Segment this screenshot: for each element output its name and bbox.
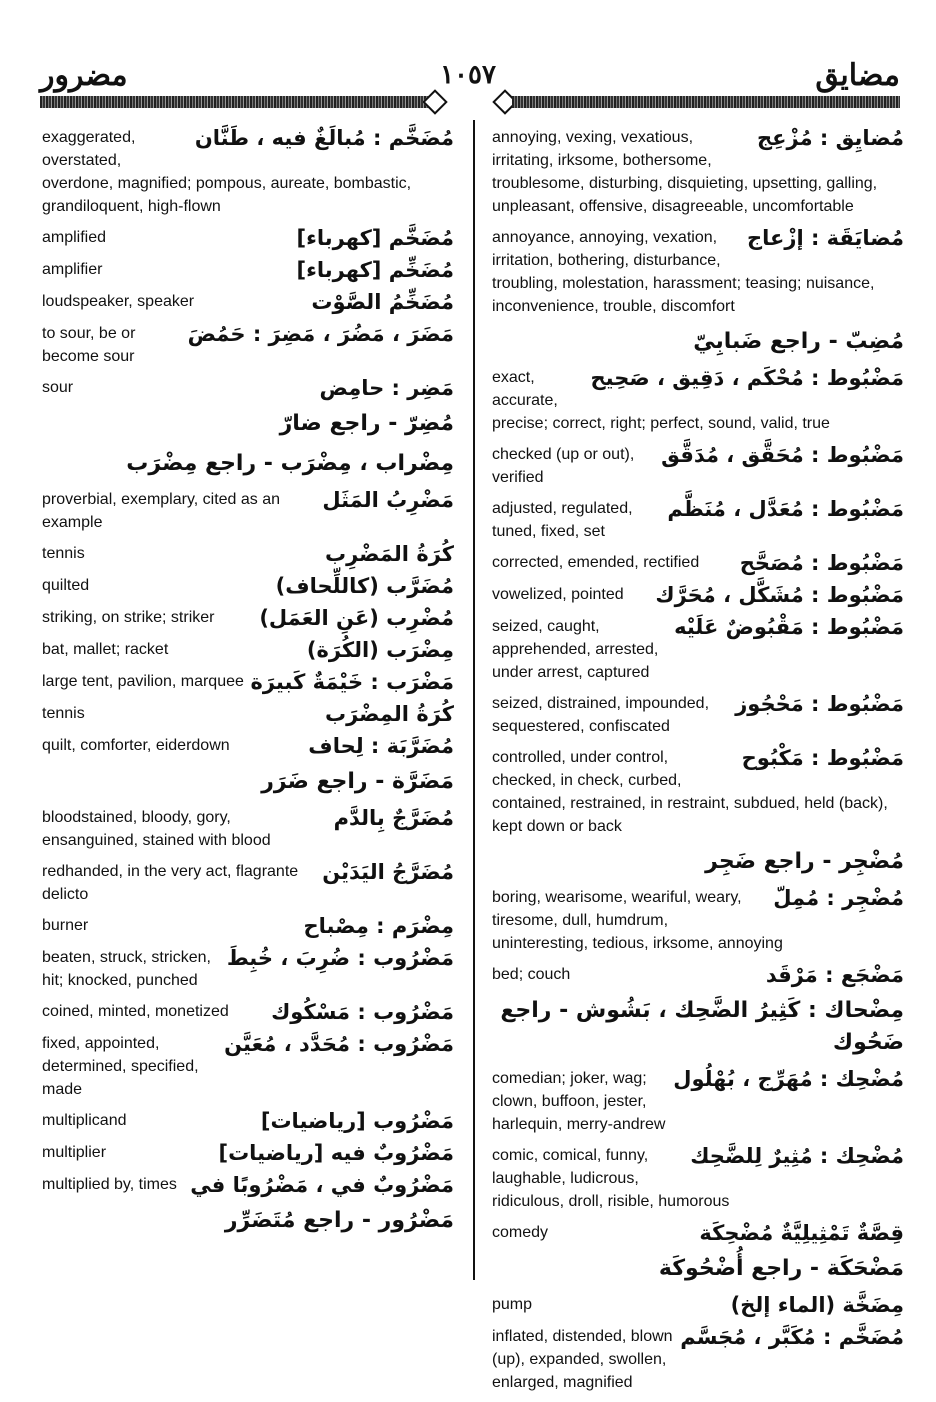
english-definition: exaggerated, overstated, overdone, magnified; pompous, aureate, bombastic, grandiloquent, high-flown bbox=[42, 129, 412, 215]
english-definition: striking, on strike; striker bbox=[42, 609, 215, 626]
diamond-ornament-left bbox=[422, 89, 447, 114]
dictionary-entry bbox=[492, 583, 904, 607]
arabic-headword: مَضْبُوط : مُشَكَّل ، مُحَرَّك bbox=[655, 583, 904, 607]
right-headword: مضايق bbox=[815, 59, 900, 92]
arabic-headword: مُضايِق : مُزْعِج bbox=[757, 126, 904, 150]
arabic-headword: مَضْجَع : مَرْقَد bbox=[765, 963, 904, 987]
dictionary-entry bbox=[42, 638, 454, 662]
english-definition: amplified bbox=[42, 229, 107, 246]
english-definition: pump bbox=[492, 1296, 533, 1313]
english-definition: beaten, struck, stricken, hit; knocked, punched bbox=[42, 949, 211, 989]
english-definition: large tent, pavilion, marquee bbox=[42, 673, 244, 690]
english-definition: exact, accurate, precise; correct, right; perfect, sound, valid, true bbox=[492, 369, 830, 432]
arabic-headword: مَضِر : حامِض bbox=[319, 376, 454, 400]
dictionary-entry bbox=[492, 886, 904, 955]
english-definition: adjusted, regulated, tuned, fixed, set bbox=[492, 500, 633, 540]
dictionary-entry bbox=[492, 366, 904, 435]
dictionary-entry bbox=[42, 290, 454, 314]
dictionary-entry bbox=[42, 734, 454, 758]
arabic-cross-reference: مَضَرَّة - راجع ضَرَر bbox=[261, 769, 454, 794]
dictionary-entry bbox=[492, 846, 904, 878]
dictionary-entry bbox=[42, 860, 454, 906]
english-definition: to sour, be or become sour bbox=[42, 325, 136, 365]
page-header bbox=[0, 0, 936, 120]
arabic-headword: مَضْرُوب : ضُرِبَ ، خُبِطَ bbox=[226, 946, 454, 970]
arabic-headword: مِضْرَم : مِصْباح bbox=[303, 914, 454, 938]
arabic-cross-reference: مَضْحَكَة - راجع أُضْحُوكَة bbox=[658, 1256, 904, 1281]
english-definition: tennis bbox=[42, 545, 85, 562]
arabic-cross-reference: مِضْراب ، مِضْرَب - راجع مِضْرَب bbox=[126, 451, 454, 476]
english-definition: bloodstained, bloody, gory, ensanguined, stained with blood bbox=[42, 809, 271, 849]
arabic-cross-reference: مُضِرّ - راجع ضارّ bbox=[279, 411, 454, 436]
dictionary-entry bbox=[42, 542, 454, 566]
column-divider bbox=[473, 120, 475, 1280]
dictionary-entry bbox=[42, 1141, 454, 1165]
dictionary-entry bbox=[42, 574, 454, 598]
arabic-headword: مَضْبُوط : مُعَدَّل ، مُنَظَّم bbox=[667, 497, 904, 521]
dictionary-entry bbox=[42, 670, 454, 694]
arabic-headword: مَضْرِبُ المَثَل bbox=[322, 488, 454, 512]
dictionary-entry bbox=[42, 1000, 454, 1024]
english-definition: bed; couch bbox=[492, 966, 571, 983]
arabic-headword: مَضْرُوب : مَسْكُوك bbox=[271, 1000, 454, 1024]
arabic-headword: مَضْبُوط : مَقْبُوضٌ عَلَيْه bbox=[674, 615, 904, 639]
dictionary-entry bbox=[492, 1144, 904, 1213]
dictionary-entry bbox=[492, 746, 904, 838]
dictionary-entry bbox=[492, 995, 904, 1059]
arabic-headword: مُضَرَّبَة : لِحاف bbox=[308, 734, 454, 758]
english-definition: multiplier bbox=[42, 1144, 107, 1161]
arabic-headword: مِضْرَب (الكُرَة) bbox=[306, 638, 454, 662]
arabic-cross-reference: مُضِبّ - راجع ضَبابِيّ bbox=[693, 329, 904, 354]
english-definition: bat, mallet; racket bbox=[42, 641, 169, 658]
dictionary-entry bbox=[42, 126, 454, 218]
dictionary-entry bbox=[492, 551, 904, 575]
dictionary-entry bbox=[492, 1067, 904, 1136]
arabic-headword: كُرَةُ المِضْرَب bbox=[324, 702, 454, 726]
dictionary-entry bbox=[492, 692, 904, 738]
right-column bbox=[492, 126, 904, 1402]
header-ornament-right bbox=[512, 96, 900, 108]
english-definition: proverbial, exemplary, cited as an example bbox=[42, 491, 281, 531]
english-definition: quilted bbox=[42, 577, 90, 594]
arabic-headword: مُضَرَّجُ اليَدَيْن bbox=[322, 860, 454, 884]
english-definition: controlled, under control, checked, in check, curbed, contained, restrained, in restraint, subdued, held (back), kept down or back bbox=[492, 749, 888, 835]
english-definition: coined, minted, monetized bbox=[42, 1003, 229, 1020]
english-definition: vowelized, pointed bbox=[492, 586, 624, 603]
english-definition: comic, comical, funny, laughable, ludicrous, ridiculous, droll, risible, humorous bbox=[492, 1147, 730, 1210]
english-definition: corrected, emended, rectified bbox=[492, 554, 700, 571]
arabic-headword: مَضْبُوط : مُصَحَّح bbox=[739, 551, 904, 575]
english-definition: tennis bbox=[42, 705, 85, 722]
english-definition: inflated, distended, blown (up), expanded, swollen, enlarged, magnified bbox=[492, 1328, 673, 1391]
arabic-headword: مُضَرَّجٌ بِالدَّم bbox=[333, 806, 454, 830]
english-definition: multiplicand bbox=[42, 1112, 127, 1129]
arabic-headword: مُضْجِر : مُمِلّ bbox=[773, 886, 904, 910]
arabic-cross-reference: مُضْجِر - راجع ضَجِر bbox=[705, 849, 904, 874]
arabic-headword: مَضْرُوب [رياضيات] bbox=[260, 1109, 454, 1133]
dictionary-entry bbox=[492, 963, 904, 987]
dictionary-entry bbox=[42, 488, 454, 534]
arabic-headword: كُرَةُ المَضْرِب bbox=[324, 542, 454, 566]
dictionary-entry bbox=[42, 702, 454, 726]
dictionary-entry bbox=[42, 258, 454, 282]
english-definition: loudspeaker, speaker bbox=[42, 293, 195, 310]
english-definition: seized, distrained, impounded, sequestered, confiscated bbox=[492, 695, 710, 735]
arabic-headword: مَضْبُوط : مُحْكَم ، دَقِيق ، صَحِيح bbox=[590, 366, 904, 390]
arabic-headword: مُضَخَّم : مُكَبَّر ، مُجَسَّم bbox=[680, 1325, 904, 1349]
left-headword: مضرور bbox=[40, 59, 128, 92]
arabic-headword: مَضْرَب : خَيْمَةٌ كَبيرَة bbox=[250, 670, 454, 694]
english-definition: checked (up or out), verified bbox=[492, 446, 635, 486]
arabic-cross-reference: مَضْرُور - راجع مُتَضَرِّر bbox=[224, 1208, 454, 1233]
english-definition: boring, wearisome, weariful, weary, tiresome, dull, humdrum, uninteresting, tedious, irksome, annoying bbox=[492, 889, 783, 952]
dictionary-entry bbox=[42, 914, 454, 938]
dictionary-entry bbox=[492, 1293, 904, 1317]
english-definition: redhanded, in the very act, flagrante delicto bbox=[42, 863, 299, 903]
english-definition: seized, caught, apprehended, arrested, under arrest, captured bbox=[492, 618, 659, 681]
dictionary-entry bbox=[42, 322, 454, 368]
dictionary-entry bbox=[42, 606, 454, 630]
english-definition: sour bbox=[42, 379, 74, 396]
arabic-headword: مَضْرُوب : مُحَدَّد ، مُعَيَّن bbox=[224, 1032, 454, 1056]
english-definition: annoying, vexing, vexatious, irritating, irksome, bothersome, troublesome, disturbing, disquieting, upsetting, galling, unpleasant, offensive, disagreeable, uncomfortable bbox=[492, 129, 878, 215]
arabic-headword: مُضَخِّمُ الصَّوْت bbox=[311, 290, 454, 314]
dictionary-entry bbox=[42, 806, 454, 852]
arabic-headword: مُضَخِّم [كهرباء] bbox=[296, 258, 454, 282]
arabic-headword: مِضَخَّة (الماء إلخ) bbox=[730, 1293, 904, 1317]
english-definition: comedian; joker, wag; clown, buffoon, jester, harlequin, merry-andrew bbox=[492, 1070, 666, 1133]
dictionary-entry bbox=[492, 126, 904, 218]
dictionary-entry bbox=[42, 1205, 454, 1237]
arabic-headword: مَضْبُوط : مَحْجُوز bbox=[735, 692, 904, 716]
dictionary-entry bbox=[492, 615, 904, 684]
english-definition: multiplied by, times bbox=[42, 1176, 177, 1193]
arabic-headword: مَضَرَ ، مَضُرَ ، مَضِرَ : حَمُضَ bbox=[187, 322, 454, 346]
arabic-headword: مُضايَقَة : إزْعاج bbox=[747, 226, 904, 250]
dictionary-entry bbox=[42, 448, 454, 480]
english-definition: fixed, appointed, determined, specified, made bbox=[42, 1035, 199, 1098]
dictionary-entry bbox=[42, 1032, 454, 1101]
dictionary-entry bbox=[492, 443, 904, 489]
dictionary-entry bbox=[492, 1325, 904, 1394]
dictionary-entry bbox=[492, 1253, 904, 1285]
dictionary-entry bbox=[492, 226, 904, 318]
arabic-headword: مُضَرَّب (كاللِّحاف) bbox=[275, 574, 454, 598]
dictionary-entry bbox=[492, 497, 904, 543]
dictionary-entry bbox=[42, 1173, 454, 1197]
english-definition: amplifier bbox=[42, 261, 103, 278]
arabic-headword: قِصَّةٌ تَمْثِيلِيَّةٌ مُضْحِكَة bbox=[699, 1221, 904, 1245]
dictionary-entry bbox=[42, 226, 454, 250]
english-definition: annoyance, annoying, vexation, irritation, bothering, disturbance, troubling, molestation, harassment; teasing; nuisance, inconvenience, trouble, discomfort bbox=[492, 229, 875, 315]
arabic-cross-reference: مِضْحاك : كَثِيرُ الضَّحِك ، بَشُوش - راجع ضَحُوك bbox=[500, 998, 904, 1055]
dictionary-entry bbox=[492, 1221, 904, 1245]
arabic-headword: مَضْرُوبٌ في ، مَضْرُوبًا في bbox=[190, 1173, 454, 1197]
dictionary-entry bbox=[42, 946, 454, 992]
english-definition: comedy bbox=[492, 1224, 549, 1241]
dictionary-entry bbox=[42, 408, 454, 440]
left-column bbox=[42, 126, 454, 1245]
english-definition: burner bbox=[42, 917, 89, 934]
arabic-headword: مُضْحِك : مُهَرِّج ، بُهْلُول bbox=[673, 1067, 904, 1091]
english-definition: quilt, comforter, eiderdown bbox=[42, 737, 230, 754]
page-number: ١٠٥٧ bbox=[440, 60, 496, 89]
dictionary-entry bbox=[42, 766, 454, 798]
arabic-headword: مُضْرِب (عَنِ العَمَل) bbox=[259, 606, 454, 630]
dictionary-entry bbox=[42, 376, 454, 400]
arabic-headword: مُضَخَّم [كهرباء] bbox=[296, 226, 454, 250]
dictionary-entry bbox=[492, 326, 904, 358]
arabic-headword: مَضْرُوبٌ فيه [رياضيات] bbox=[218, 1141, 454, 1165]
arabic-headword: مَضْبُوط : مَكْبُوح bbox=[741, 746, 904, 770]
header-ornament-left bbox=[40, 96, 428, 108]
dictionary-entry bbox=[42, 1109, 454, 1133]
arabic-headword: مُضْحِك : مُثِيرٌ لِلضَّحِك bbox=[690, 1144, 904, 1168]
arabic-headword: مَضْبُوط : مُحَقَّق ، مُدَقَّق bbox=[661, 443, 904, 467]
arabic-headword: مُضَخَّم : مُبالَغٌ فيه ، طَنَّان bbox=[194, 126, 454, 150]
